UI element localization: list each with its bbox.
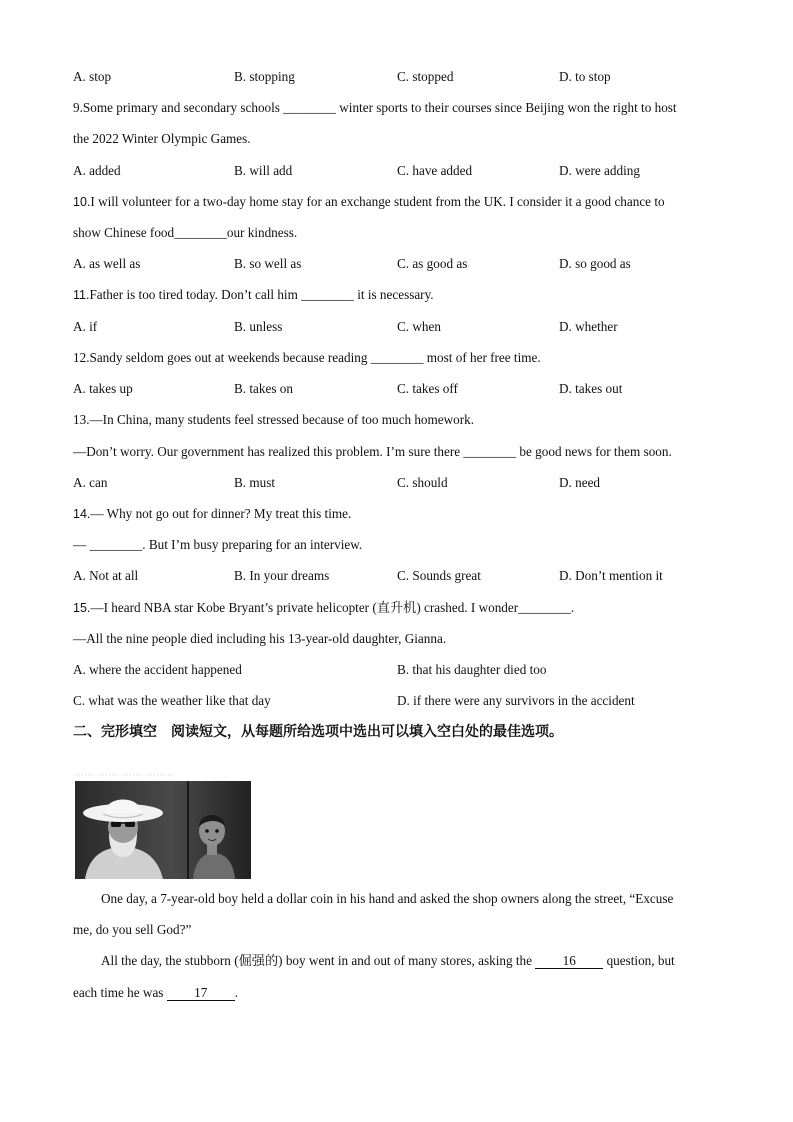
q13-stem-line1 <box>73 412 474 428</box>
q8-option-a[interactable]: A. stop <box>73 69 112 84</box>
q10-option-c[interactable]: C. as good as <box>397 256 468 271</box>
blank-16[interactable]: 16 <box>535 954 603 969</box>
q14-option-d[interactable]: D. Don’t mention it <box>559 568 663 583</box>
q13-number: 13. <box>73 412 90 427</box>
q10-text: I will volunteer for a two-day home stay for an exchange student from the UK. I consider it a good chance to <box>90 194 665 209</box>
q15-text: —I heard NBA star Kobe Bryant’s private helicopter (直升机) crashed. I wonder________. <box>90 600 575 615</box>
passage-p2-text-a: All the day, the stubborn (倔强的) boy went in and out of many stores, asking the <box>101 953 536 968</box>
q9-stem-line2: the 2022 Winter Olympic Games. <box>73 131 251 146</box>
passage-p2-text-d: . <box>234 985 239 1000</box>
q14-number: 14. <box>73 507 91 521</box>
q11-stem-line1 <box>73 287 434 303</box>
q9-option-b[interactable]: B. will add <box>234 163 293 178</box>
q13-option-d[interactable]: D. need <box>559 475 601 490</box>
q13-text: —In China, many students feel stressed because of too much homework. <box>89 412 475 427</box>
passage-p1-line1: One day, a 7-year-old boy held a dollar coin in his hand and asked the shop owners along the street, “Excuse <box>101 891 674 906</box>
q10-options <box>73 256 733 272</box>
q8-option-d[interactable]: D. to stop <box>559 69 611 84</box>
q12-option-b[interactable]: B. takes on <box>234 381 293 396</box>
q10-number: 10. <box>73 195 91 209</box>
q12-options <box>73 381 733 397</box>
q14-options <box>73 568 733 584</box>
q11-option-c[interactable]: C. when <box>397 319 441 334</box>
q14-option-c[interactable]: C. Sounds great <box>397 568 481 583</box>
q9-stem-line1 <box>73 100 677 116</box>
passage-p2-line2 <box>73 985 238 1001</box>
photo-old-man-and-boy-icon <box>75 781 251 879</box>
q11-options <box>73 319 733 335</box>
q10-option-d[interactable]: D. so good as <box>559 256 631 271</box>
q14-text: — Why not go out for dinner? My treat this time. <box>90 506 352 521</box>
q15-options-row1 <box>73 662 733 678</box>
q9-text: Some primary and secondary schools ________ winter sports to their courses since Beijing won the right to host <box>82 100 677 115</box>
q13-option-c[interactable]: C. should <box>397 475 448 490</box>
q11-option-b[interactable]: B. unless <box>234 319 283 334</box>
q12-option-c[interactable]: C. takes off <box>397 381 458 396</box>
q15-option-d[interactable]: D. if there were any survivors in the accident <box>397 693 635 708</box>
q13-stem-line2: —Don’t worry. Our government has realized this problem. I’m sure there ________ be good news for them soon. <box>73 444 672 459</box>
q13-options <box>73 475 733 491</box>
q12-stem-line1 <box>73 350 541 366</box>
q13-option-b[interactable]: B. must <box>234 475 276 490</box>
q15-number: 15. <box>73 601 91 615</box>
q12-option-d[interactable]: D. takes out <box>559 381 623 396</box>
q10-stem-line1 <box>73 194 665 210</box>
q10-option-b[interactable]: B. so well as <box>234 256 302 271</box>
passage-p1-line2: me, do you sell God?” <box>73 922 192 937</box>
q12-text: Sandy seldom goes out at weekends because reading ________ most of her free time. <box>89 350 541 365</box>
q9-options <box>73 163 733 179</box>
q14-stem-line2: — ________. But I’m busy preparing for an interview. <box>73 537 363 552</box>
q9-option-c[interactable]: C. have added <box>397 163 473 178</box>
q15-option-b[interactable]: B. that his daughter died too <box>397 662 547 677</box>
q8-options <box>73 69 733 85</box>
caption-remnant <box>73 774 193 776</box>
blank-17[interactable]: 17 <box>167 986 235 1001</box>
passage-p2-line1 <box>101 953 675 969</box>
q10-stem-line2: show Chinese food________our kindness. <box>73 225 298 240</box>
q13-option-a[interactable]: A. can <box>73 475 108 490</box>
q15-option-c[interactable]: C. what was the weather like that day <box>73 693 271 708</box>
q11-text: Father is too tired today. Don’t call him ________ it is necessary. <box>89 287 434 302</box>
passage-p2-text-b: question, but <box>603 953 675 968</box>
q9-option-d[interactable]: D. were adding <box>559 163 640 178</box>
q15-option-a[interactable]: A. where the accident happened <box>73 662 242 677</box>
q12-number: 12. <box>73 350 90 365</box>
q10-option-a[interactable]: A. as well as <box>73 256 141 271</box>
section2-heading: 二、完形填空 阅读短文，从每题所给选项中选出可以填入空白处的最佳选项。 <box>73 724 563 740</box>
q14-stem-line1 <box>73 506 351 522</box>
q12-option-a[interactable]: A. takes up <box>73 381 133 396</box>
q11-option-d[interactable]: D. whether <box>559 319 618 334</box>
q11-number: 11. <box>73 288 90 302</box>
q9-number: 9. <box>73 100 83 115</box>
passage-p2-text-c: each time he was <box>73 985 167 1000</box>
q8-option-c[interactable]: C. stopped <box>397 69 454 84</box>
q15-options-row2 <box>73 693 733 709</box>
q11-option-a[interactable]: A. if <box>73 319 98 334</box>
q9-option-a[interactable]: A. added <box>73 163 121 178</box>
q8-option-b[interactable]: B. stopping <box>234 69 295 84</box>
q14-option-b[interactable]: B. In your dreams <box>234 568 330 583</box>
q14-option-a[interactable]: A. Not at all <box>73 568 139 583</box>
q15-stem-line1 <box>73 600 574 616</box>
q15-stem-line2: —All the nine people died including his 13-year-old daughter, Gianna. <box>73 631 447 646</box>
